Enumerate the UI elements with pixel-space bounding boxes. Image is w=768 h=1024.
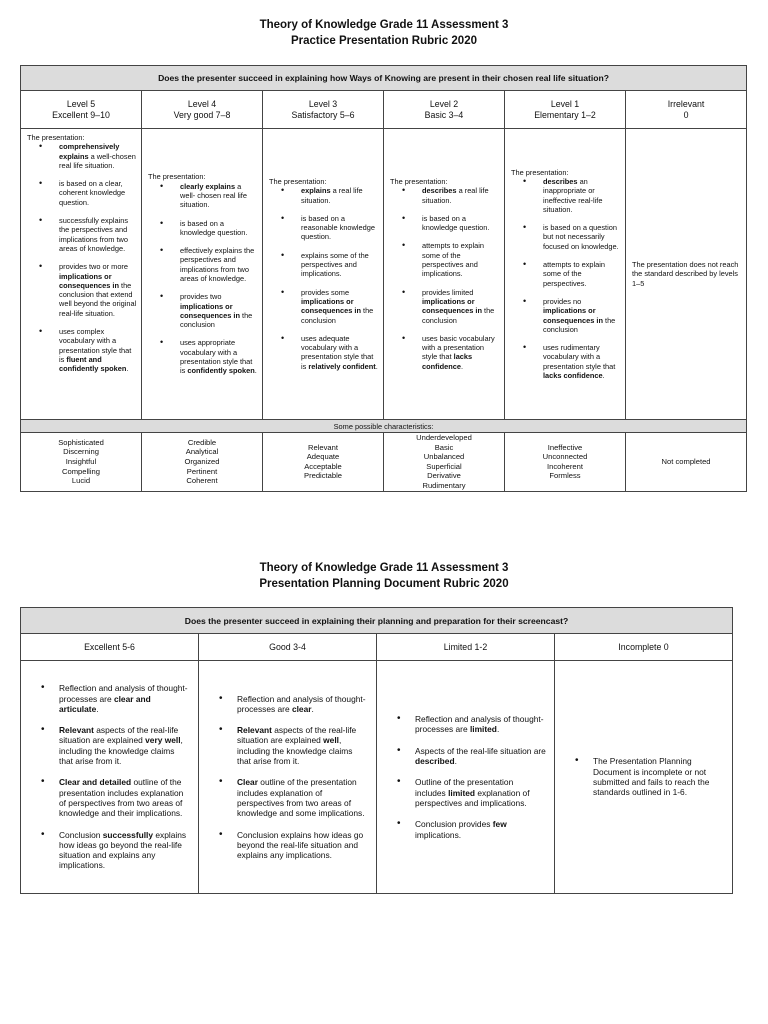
characteristic-word: Unbalanced — [423, 452, 465, 462]
rubric1-title: Theory of Knowledge Grade 11 Assessment 3 — [259, 19, 509, 31]
rubric-bullet: • explains a real life situation. — [301, 186, 379, 205]
characteristic-word: Coherent — [186, 476, 218, 486]
rubric-bullet: • uses rudimentary vocabulary with a presentation style that lacks confidence. — [543, 343, 621, 380]
level-header: Irrelevant 0 — [626, 91, 747, 129]
level-header: Level 5 Excellent 9–10 — [21, 91, 142, 129]
characteristics-row — [21, 433, 747, 492]
characteristic-word: Analytical — [185, 447, 219, 457]
characteristic-word: Relevant — [308, 442, 338, 452]
characteristic-word: Not completed — [661, 456, 711, 466]
rubric-bullet: • is based on a knowledge question. — [180, 219, 258, 238]
characteristic-word: Basic — [434, 442, 454, 452]
incomplete-descriptors — [555, 661, 733, 894]
rubric2-subtitle: Presentation Planning Document Rubric 2020 — [259, 578, 509, 590]
rubric-bullet: • Aspects of the real-life situation are described. — [415, 746, 546, 767]
rubric-bullet: • uses appropriate vocabulary with a presentation style that is confidently spoken. — [180, 338, 258, 375]
rubric-bullet: • is based on a reasonable knowledge question. — [301, 214, 379, 242]
rubric-bullet: • is based on a question but not necessarily focused on knowledge. — [543, 223, 621, 251]
rubric-bullet: • Conclusion explains how ideas go beyond the real-life situation and explains any implications. — [237, 830, 368, 861]
rubric-bullet: • attempts to explain some of the perspectives and implications. — [422, 241, 500, 278]
rubric-bullet: • clearly explains a well- chosen real life situation. — [180, 182, 258, 210]
characteristic-word: Discerning — [63, 447, 99, 457]
characteristics-cell — [263, 433, 384, 492]
characteristic-word: Predictable — [304, 471, 342, 481]
rubric-bullet: • is based on a clear, coherent knowledge question. — [59, 179, 137, 207]
characteristic-word: Organized — [184, 456, 220, 466]
rubric2-title: Theory of Knowledge Grade 11 Assessment 3 — [259, 562, 509, 574]
characteristics-cell — [505, 433, 626, 492]
characteristic-word: Lucid — [71, 476, 91, 486]
irrelevant-descriptor: The presentation does not reach the standard described by levels 1–5 — [626, 129, 747, 420]
rubric2-question: Does the presenter succeed in explaining their planning and preparation for their screencast? — [21, 608, 733, 634]
level-5-descriptors: The presentation: • comprehensively explains a well-chosen real life situation. • is based on a clear, coherent knowledge question. • successfully explains the perspectives and implications from two areas of knowledge. • provides two or more implications or consequences in the conclusion that extend well beyond the original real-life situation. • uses complex vocabulary with a presentation style that is fluent and confidently spoken. — [21, 129, 142, 420]
column-excellent: Excellent 5-6 — [21, 634, 199, 661]
descriptor-row — [21, 129, 747, 420]
rubric-bullet: • Reflection and analysis of thought-processes are clear. — [237, 694, 368, 715]
characteristics-cell — [384, 433, 505, 492]
rubric-bullet: • attempts to explain some of the perspectives. — [543, 260, 621, 288]
rubric-bullet: • describes an inappropriate or ineffective real-life situation. — [543, 177, 621, 214]
rubric-bullet: • provides two implications or consequences in the conclusion — [180, 292, 258, 329]
level-header: Level 1 Elementary 1–2 — [505, 91, 626, 129]
column-incomplete: Incomplete 0 — [555, 634, 733, 661]
level-header: Level 2 Basic 3–4 — [384, 91, 505, 129]
characteristic-word: Incoherent — [547, 461, 583, 471]
rubric-bullet: • provides limited implications or consequences in the conclusion — [422, 288, 500, 325]
rubric-bullet: • Clear and detailed outline of the presentation includes explanation of perspectives from two areas of knowledge and their implications. — [59, 777, 190, 818]
rubric-bullet: • successfully explains the perspectives and implications from two areas of knowledge. — [59, 216, 137, 253]
rubric-bullet: • Reflection and analysis of thought-processes are clear and articulate. — [59, 683, 190, 714]
rubric-bullet: • Conclusion provides few implications. — [415, 819, 546, 840]
characteristic-word: Derivative — [427, 471, 461, 481]
rubric-bullet: • The Presentation Planning Document is incomplete or not submitted and fails to reach the standards outlined in 1-6. — [593, 756, 724, 797]
characteristics-cell — [626, 433, 747, 492]
characteristic-word: Sophisticated — [58, 437, 104, 447]
characteristic-word: Ineffective — [547, 442, 583, 452]
characteristic-word: Pertinent — [186, 466, 218, 476]
characteristic-word: Insightful — [65, 456, 97, 466]
level-2-descriptors: The presentation: • describes a real life situation. • is based on a knowledge question. • attempts to explain some of the perspectives and implications. • provides limited implications or consequences in the conclusion • uses basic vocabulary with a presentation style that lacks confidence. — [384, 129, 505, 420]
level-4-descriptors: The presentation: • clearly explains a well- chosen real life situation. • is based on a knowledge question. • effectively explains the perspectives and implications from two areas of knowledge. • provides two implications or consequences in the conclusion • uses appropriate vocabulary with a presentation style that is confidently spoken. — [142, 129, 263, 420]
rubric-bullet: • Conclusion successfully explains how ideas go beyond the real-life situation and explains any implications. — [59, 830, 190, 871]
level-header-row — [21, 91, 747, 129]
rubric-bullet: • Clear outline of the presentation includes explanation of perspectives from two areas of knowledge and some implications. — [237, 777, 368, 818]
rubric-bullet: • uses adequate vocabulary with a presentation style that is relatively confident. — [301, 334, 379, 371]
characteristic-word: Unconnected — [542, 452, 588, 462]
characteristic-word: Compelling — [62, 466, 100, 476]
rubric-bullet: • comprehensively explains a well-chosen real life situation. — [59, 142, 137, 170]
planning-document-rubric-table — [20, 607, 733, 894]
rubric-bullet: • provides some implications or consequences in the conclusion — [301, 288, 379, 325]
characteristic-word: Adequate — [306, 452, 340, 462]
practice-presentation-rubric-table — [20, 65, 747, 492]
rubric-bullet: • uses basic vocabulary with a presentation style that lacks confidence. — [422, 334, 500, 371]
characteristic-word: Credible — [187, 437, 217, 447]
good-descriptors — [199, 661, 377, 894]
rubric-bullet: • Reflection and analysis of thought-processes are limited. — [415, 714, 546, 735]
rubric-bullet: • Outline of the presentation includes limited explanation of perspectives and implications. — [415, 777, 546, 808]
rubric1-subtitle: Practice Presentation Rubric 2020 — [291, 35, 477, 47]
rubric-bullet: • effectively explains the perspectives and implications from two areas of knowledge. — [180, 246, 258, 283]
rubric-bullet: • provides two or more implications or consequences in the conclusion that extend well beyond the original real-life situation. — [59, 262, 137, 318]
rubric1-question: Does the presenter succeed in explaining how Ways of Knowing are present in their chosen real life situation? — [21, 66, 747, 91]
characteristic-word: Formless — [549, 471, 581, 481]
rubric-bullet: • is based on a knowledge question. — [422, 214, 500, 233]
column-good: Good 3-4 — [199, 634, 377, 661]
level-header: Level 3 Satisfactory 5–6 — [263, 91, 384, 129]
rubric-bullet: • explains some of the perspectives and implications. — [301, 251, 379, 279]
limited-descriptors — [377, 661, 555, 894]
characteristic-word: Acceptable — [304, 461, 342, 471]
excellent-descriptors — [21, 661, 199, 894]
planning-descriptor-row — [21, 661, 733, 894]
level-3-descriptors: The presentation: • explains a real life situation. • is based on a reasonable knowledge question. • explains some of the perspectives and implications. • provides some implications or consequences in the conclusion • uses adequate vocabulary with a presentation style that is relatively confident. — [263, 129, 384, 420]
rubric-bullet: • uses complex vocabulary with a presentation style that is fluent and confidently spoken. — [59, 327, 137, 373]
characteristics-label: Some possible characteristics: — [21, 420, 747, 433]
rubric-bullet: • Relevant aspects of the real-life situation are explained well, including the knowledge claims that arise from it. — [237, 725, 368, 766]
level-header: Level 4 Very good 7–8 — [142, 91, 263, 129]
rubric-bullet: • describes a real life situation. — [422, 186, 500, 205]
characteristic-word: Rudimentary — [422, 480, 466, 490]
rubric-bullet: • provides no implications or consequences in the conclusion — [543, 297, 621, 334]
characteristic-word: Underdeveloped — [416, 433, 472, 442]
characteristic-word: Superficial — [426, 461, 462, 471]
level-1-descriptors: The presentation: • describes an inappropriate or ineffective real-life situation. • is based on a question but not necessarily focused on knowledge. • attempts to explain some of the perspectives. • provides no implications or consequences in the conclusion • uses rudimentary vocabulary with a presentation style that lacks confidence. — [505, 129, 626, 420]
rubric-bullet: • Relevant aspects of the real-life situation are explained very well, including the knowledge claims that arise from it. — [59, 725, 190, 766]
characteristics-cell — [142, 433, 263, 492]
column-limited: Limited 1-2 — [377, 634, 555, 661]
characteristics-cell — [21, 433, 142, 492]
